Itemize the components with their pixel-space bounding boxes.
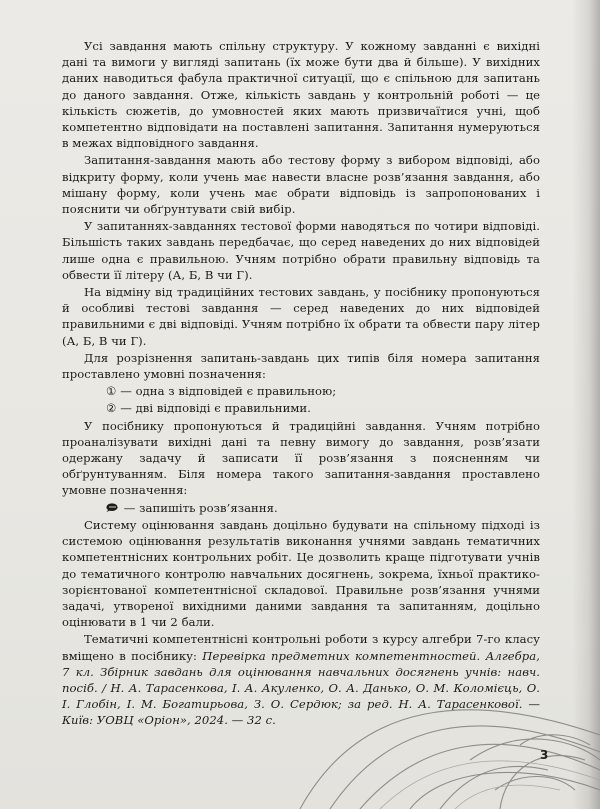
paragraph-forms: Запитання-завдання мають або тестову форму з вибором відповіді, або відкриту форму, коли учень має навести власне розв’язання завдання, або мішану форму, коли учень має обрати відповідь із запропонованих і пояснити чи обґрунтувати свій вибір. [62, 153, 540, 217]
paragraph-traditional: У посібнику пропонуються й традиційні завдання. Учням потрібно проаналізувати вихідні дані та певну вимогу до завдання, розв’язати одержану задачу й записати її розв’язання з поясненням чи обґрунтуванням. Біля номера такого запитання-завдання проставлено умовне позначення: [62, 418, 540, 498]
paragraph-structure: Усі завдання мають спільну структуру. У кожному завданні є вихідні дані та вимоги у вигляді запитань (їх може бути два й більше). У вихідних даних наводиться фабула практичної ситуації, що є спільною для запитань до даного завдання. Отже, кількість завдань у контрольній роботі — це кількість сюжетів, до умовностей яких мають призвичаїтися учні, щоб компетентно відповідати на поставлені запитання. Запитання нумеруються в межах відповідного завдання. [62, 39, 540, 151]
legend-item-two-text: — дві відповіді є правильними. [120, 401, 311, 416]
paragraph-notation: Для розрізнення запитань-завдань цих типів біля номера запитання проставлено умовні позначення: [62, 350, 540, 382]
page-number: 3 [540, 748, 549, 762]
paragraph-special-tests: На відміну від традиційних тестових завдань, у посібнику пропонуються й особливі тестові завдання — серед наведених до них відповідей правильними є дві відповіді. Учням потрібно їх обрати та обвести пару літер (А, Б, В чи Г). [62, 285, 540, 348]
paragraph-test-form: У запитаннях-завданнях тестової форми наводяться по чотири відповіді. Більшість таких завдань передбачає, що серед наведених до них відповідей лише одна є правильною. Учням потрібно обрати правильну відповідь та обвести її літеру (А, Б, В чи Г). [62, 219, 540, 282]
circled-one-icon: ① [106, 384, 117, 399]
write-solution-text: — запишіть розв’язання. [123, 500, 278, 515]
reference-intro: Тематичні компетентнісні контрольні роботи з курсу алгебри 7-го класу вміщено в посібнику: [62, 632, 540, 663]
legend-item-one-text: — одна з відповідей є правильною; [120, 384, 337, 399]
reference-citation: Перевірка предметних компетентностей. Алгебра, 7 кл. Збірник завдань для оцінювання навчальних досягнень учнів: навч. посіб. / Н. А. Тарасенкова, І. А. Акуленко, О. А. Данько, О. М. Коломієць, О. І. Глобін, І. М. Богатирьова, З. О. Сердюк; за ред. Н. А. Тарасенкової. — Київ: УОВЦ «Оріон», 2024. — 32 с. [62, 648, 540, 728]
circled-two-icon: ② [106, 401, 117, 416]
paragraph-assessment: Систему оцінювання завдань доцільно будувати на спільному підході із системою оцінювання результатів виконання учнями завдань тематичних компетентнісних контрольних робіт. Це дозволить краще підготувати учнів до тематичного контролю навчальних досягнень, зокрема, їхньої практико-зорієнтованої компетентнісної складової. Правильне розв’язання учнями задачі, утвореної вихідними даними завдання та запитанням, доцільно оцінювати в 1 чи 2 бали. [62, 517, 540, 630]
